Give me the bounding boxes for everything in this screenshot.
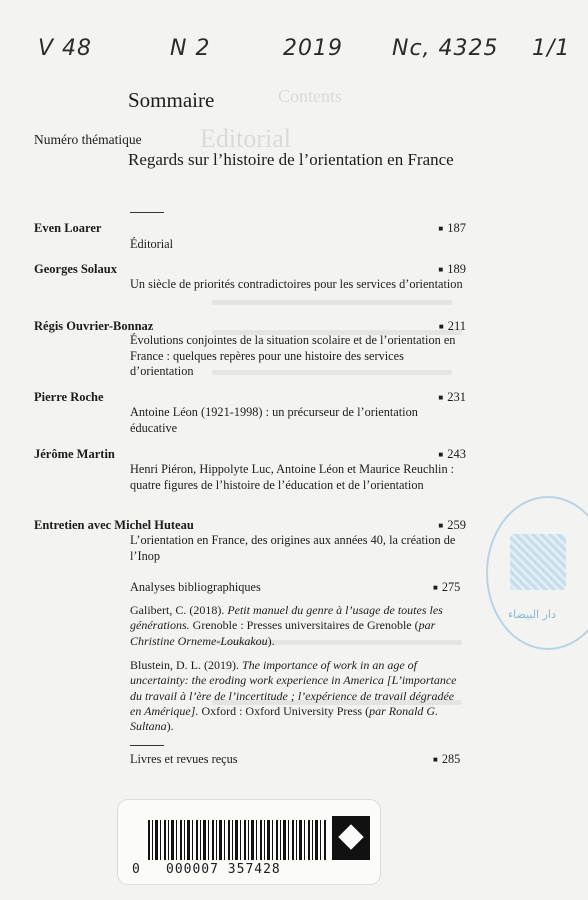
entry-page: ■ 187 <box>438 221 466 236</box>
toc-entry <box>34 262 466 308</box>
books-page: ■ 285 <box>433 752 460 767</box>
handwritten-year: 2019 <box>283 36 343 61</box>
toc-entry <box>34 221 466 255</box>
entry-page: ■ 231 <box>438 390 466 405</box>
review-work: Petit manuel du genre à l’usage de toutes les générations. <box>130 603 443 633</box>
review-reviewer: par Ronald G. Sultana <box>130 703 439 734</box>
entry-author: Jérôme Martin <box>34 447 115 461</box>
reviews-heading: Analyses bibliographiques <box>130 580 261 594</box>
entry-author: Entretien avec Michel Huteau <box>34 518 194 532</box>
handwritten-fraction: 1/1 <box>532 36 571 61</box>
entry-title: Antoine Léon (1921-1998) : un précurseur de l’orientation éducative <box>130 405 418 435</box>
entry-page: ■ 211 <box>439 319 466 334</box>
review-author: Blustein, D. L. (2019). <box>130 658 239 672</box>
reviews-page: ■ 275 <box>433 580 460 595</box>
entry-title: Éditorial <box>130 237 174 251</box>
entry-page: ■ 259 <box>438 518 466 533</box>
entry-title: Un siècle de priorités contradictoires pour les services d’orientation <box>130 277 463 291</box>
entry-author: Georges Solaux <box>34 262 117 276</box>
entry-title: Évolutions conjointes de la situation scolaire et de l’orientation en France : quelques repères pour une histoire des services d’orientation <box>130 333 456 378</box>
page-title: Sommaire <box>128 88 215 112</box>
divider <box>130 212 164 213</box>
entry-page: ■ 243 <box>438 447 466 462</box>
review-item <box>130 658 466 734</box>
library-logo-icon <box>332 816 370 860</box>
review-reviewer: par Christine Orneme-Loukakou <box>130 618 436 648</box>
entry-author: Pierre Roche <box>34 390 104 404</box>
handwritten-nc: Nc, 4325 <box>392 36 499 61</box>
toc-entry <box>34 518 466 564</box>
review-item <box>130 603 466 649</box>
bleed-through-contents: Contents <box>278 86 343 106</box>
entry-page: ■ 189 <box>438 262 466 277</box>
barcode-number: 000007 357428 <box>166 862 281 877</box>
theme-label: Numéro thématique <box>34 132 142 147</box>
review-work: The importance of work in an age of uncertainty: the eroding work experience in America [L’importance du travail à l’ère de l’incertitude ; l’expérience de travail dégradée en Amérique]. <box>130 658 457 718</box>
barcode-bars <box>148 820 328 860</box>
review-author: Galibert, C. (2018). <box>130 603 225 617</box>
stamp-text: دار البيضاء <box>508 608 556 621</box>
barcode-left-digit: 0 <box>132 862 140 877</box>
review-close: ). <box>267 633 275 648</box>
entry-author: Régis Ouvrier-Bonnaz <box>34 319 154 333</box>
stamp-emblem <box>510 534 566 590</box>
review-publisher: Oxford : Oxford University Press ( <box>201 703 370 718</box>
toc-entry <box>34 447 466 509</box>
entry-title: Henri Piéron, Hippolyte Luc, Antoine Léon et Maurice Reuchlin : quatre figures de l’histoire de l’éducation et de l’orientation <box>130 462 455 492</box>
theme-title: Regards sur l’histoire de l’orientation en France <box>128 150 454 169</box>
review-close: ). <box>166 719 174 734</box>
handwritten-volume: V 48 <box>38 36 93 61</box>
toc-entry <box>34 390 466 436</box>
books-heading: Livres et revues reçus <box>130 752 238 766</box>
library-stamp <box>486 496 588 650</box>
handwritten-number: N 2 <box>170 36 211 61</box>
review-publisher: Grenoble : Presses universitaires de Grenoble ( <box>192 618 419 633</box>
bleed-through-heading: Editorial <box>200 124 291 153</box>
divider <box>130 745 164 746</box>
entry-author: Even Loarer <box>34 221 102 235</box>
barcode-label <box>118 800 380 884</box>
toc-entry <box>34 319 466 381</box>
entry-title: L’orientation en France, des origines aux années 40, la création de l’Inop <box>130 533 456 563</box>
